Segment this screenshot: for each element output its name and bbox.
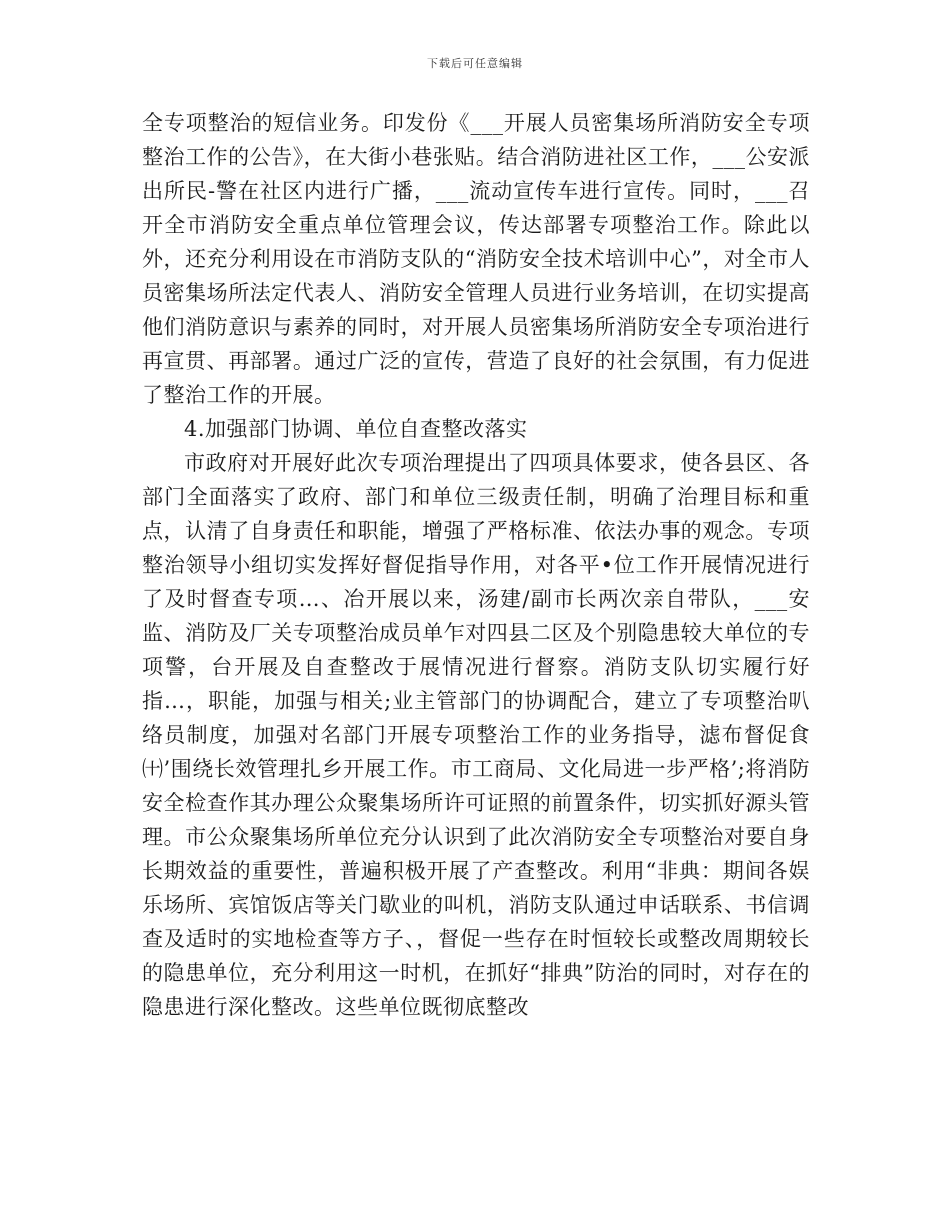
section-heading: 4.加强部门协调、单位自查整改落实 [184, 417, 528, 441]
document-body [142, 106, 810, 1024]
page-header: 下载后可任意编辑 [427, 57, 523, 70]
body-paragraph-2: 市政府对开展好此次专项治理提出了四项具体要求，使各县区、各部门全面落实了政府、部门和单位三级责任制，明确了治理目标和重点，认清了自身责任和职能，增强了严格标准、依法办事的观念。专项整治领导小组切实发挥好督促指导作用，对各平•位工作开展情况进行了及时督查专项…、冶开展以来，汤建/副市长两次亲自带队，___安监、消防及厂关专项整治成员单乍对四县二区及个别隐患较大单位的专项警，台开展及自查整改于展情况进行督察。消防支队切实履行好指…，职能，加强与相关;业主管部门的协调配合，建立了专项整治叭络员制度，加强对名部门开展专项整治工作的业务指导，滤布督促食㈩’围绕长效管理扎乡开展工作。市工商局、文化局进一步严格’;将消防安全检查作其办理公众聚集场所许可证照的前置条件，切实抓好源头管理。市公众聚集场所单位充分认识到了此次消防安全专项整治对要自身长期效益的重要性，普遍积极开展了产查整改。利用“非典：期间各娱乐场所、宾馆饭店等关门歇业的叫机，消防支队通过申话联系、书信调查及适时的实地检查等方子、，督促一些存在时恒较长或整改周期较长的隐患单位，充分利用这一时机，在抓好“排典”防治的同时，对存在的隐患进行深化整改。这些单位既彻底整改 [142, 451, 810, 1019]
body-paragraph-1: 全专项整治的短信业务。印发份《___开展人员密集场所消防安全专项整治工作的公告》，在大街小巷张贴。结合消防进社区工作，___公安派出所民-警在社区内进行广播，___流动宣传车进行宣传。同时，___召开全市消防安全重点单位管理会议，传达部署专项整治工作。除此以外，还充分利用设在市消防支队的“消防安全技术培训中心”，对全市人员密集场所法定代表人、消防安全管理人员进行业务培训，在切实提高他们消防意识与素养的同时，对开展人员密集场所消防安全专项治进行再宣贯、再部署。通过广泛的宣传，营造了良好的社会氛围，有力促进了整治工作的开展。 [142, 111, 810, 407]
